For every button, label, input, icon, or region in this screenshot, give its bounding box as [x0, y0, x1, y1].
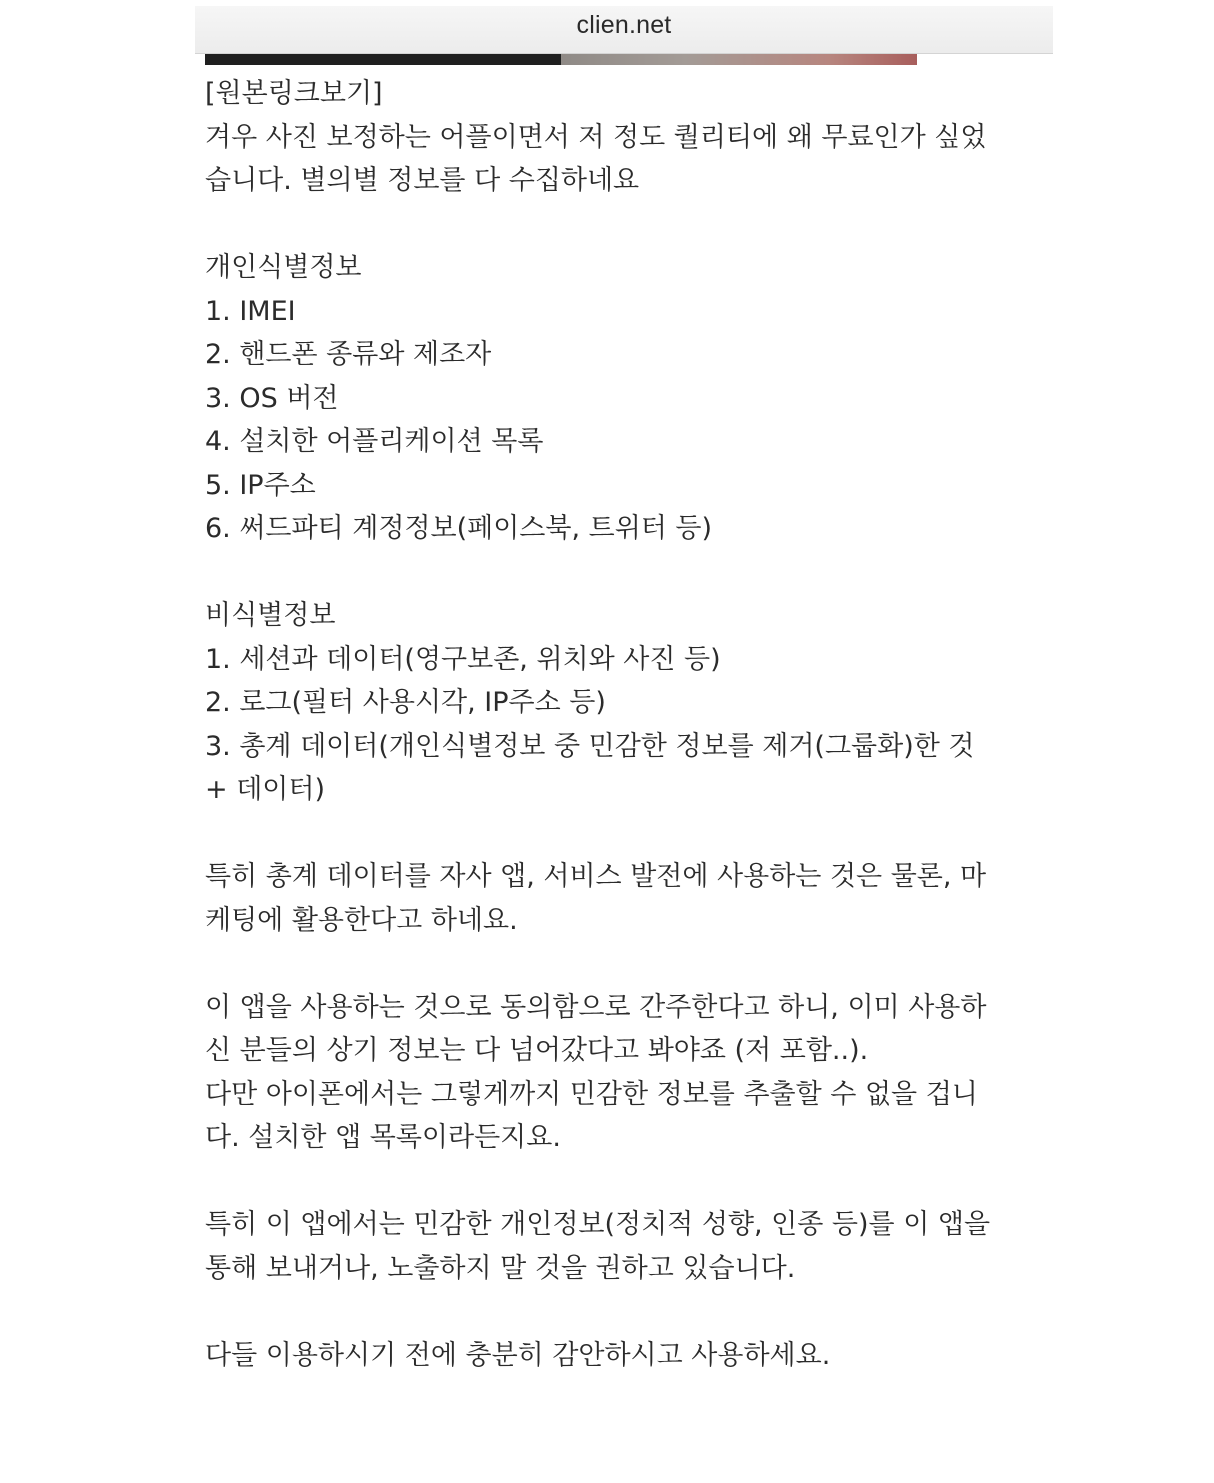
image-dark-part	[205, 54, 561, 65]
paragraph-gap	[205, 942, 1045, 986]
image-color-part	[561, 54, 917, 65]
post-image-bottom-edge	[205, 54, 917, 65]
identifiable-item: 4. 설치한 어플리케이션 목록	[205, 426, 544, 457]
non-identifiable-heading: 비식별정보	[205, 600, 336, 631]
paragraph-gap	[205, 812, 1045, 856]
closing-line: 다들 이용하시기 전에 충분히 감안하시고 사용하세요.	[205, 1339, 831, 1371]
consent-line: 신 분들의 상기 정보는 다 넘어갔다고 봐야죠 (저 포함..).	[205, 1035, 869, 1066]
non-identifiable-item: 3. 총계 데이터(개인식별정보 중 민감한 정보를 제거(그룹화)한 것	[205, 730, 975, 762]
non-identifiable-item: 2. 로그(필터 사용시각, IP주소 등)	[205, 687, 606, 718]
identifiable-item: 1. IMEI	[205, 295, 296, 327]
identifiable-item: 5. IP주소	[205, 469, 316, 501]
marketing-line: 특히 총계 데이터를 자사 앱, 서비스 발전에 사용하는 것은 물론, 마	[205, 861, 987, 892]
consent-line: 다. 설치한 앱 목록이라든지요.	[205, 1122, 561, 1153]
warning-line: 특히 이 앱에서는 민감한 개인정보(정치적 성향, 인종 등)를 이 앱을	[205, 1209, 991, 1240]
consent-line: 다만 아이폰에서는 그렇게까지 민감한 정보를 추출할 수 없을 겁니	[205, 1078, 978, 1110]
non-identifiable-item: 1. 세션과 데이터(영구보존, 위치와 사진 등)	[205, 643, 721, 675]
identifiable-item: 2. 핸드폰 종류와 제조자	[205, 339, 492, 370]
identifiable-heading: 개인식별정보	[205, 252, 362, 283]
identifiable-item: 3. OS 버전	[205, 382, 339, 414]
identifiable-item: 6. 써드파티 계정정보(페이스북, 트위터 등)	[205, 513, 713, 544]
paragraph-gap	[205, 1290, 1045, 1334]
intro-line: 습니다. 별의별 정보를 다 수집하네요	[205, 165, 640, 196]
warning-line: 통해 보내거나, 노출하지 말 것을 권하고 있습니다.	[205, 1252, 796, 1284]
paragraph-gap	[205, 1160, 1045, 1204]
non-identifiable-item: + 데이터)	[205, 774, 325, 805]
marketing-line: 케팅에 활용한다고 하네요.	[205, 904, 518, 936]
paragraph-gap	[205, 203, 1045, 247]
consent-line: 이 앱을 사용하는 것으로 동의함으로 간주한다고 하니, 이미 사용하	[205, 991, 987, 1023]
post-body	[205, 72, 1045, 1377]
intro-line: 겨우 사진 보정하는 어플이면서 저 정도 퀄리티에 왜 무료인가 싶었	[205, 121, 987, 153]
paragraph-gap	[205, 551, 1045, 595]
browser-address-bar[interactable]	[195, 6, 1053, 54]
original-link[interactable]: [원본링크보기]	[205, 78, 383, 109]
url-text[interactable]: clien.net	[576, 11, 672, 39]
